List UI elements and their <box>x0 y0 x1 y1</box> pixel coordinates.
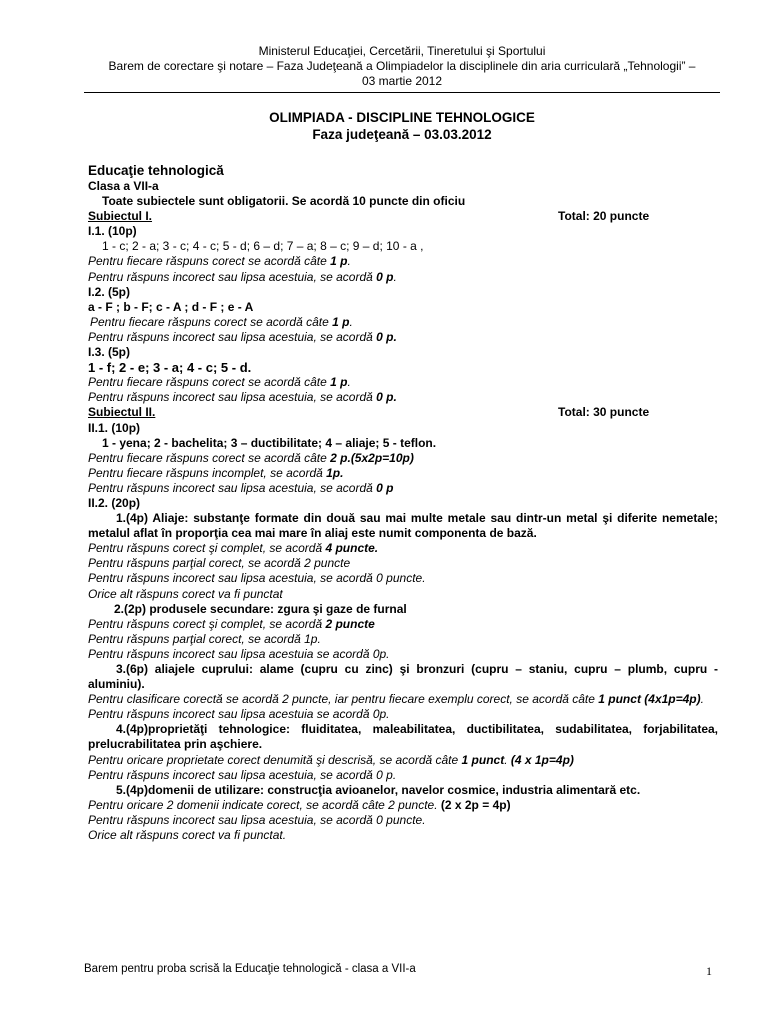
page-footer: Barem pentru proba scrisă la Educaţie tehnologică - clasa a VII-a <box>84 963 416 975</box>
subject-2-header <box>88 405 718 420</box>
item-ii2-q5-answer: 5.(4p)domenii de utilizare: construcţia avioanelor, navelor cosmice, industria alimentară etc. <box>116 782 641 797</box>
section-title: Educaţie tehnologică <box>88 163 224 178</box>
item-ii2-q3-note-scoring: Pentru clasificare corectă se acordă 2 puncte, iar pentru fiecare exemplu corect, se acordă câte 1 punct (4x1p=4p). <box>88 692 704 707</box>
document-subtitle: Faza judeţeană – 03.03.2012 <box>312 127 492 142</box>
item-ii2-q5-note-scoring: Pentru oricare 2 domenii indicate corect, se acordă câte 2 puncte. (2 x 2p = 4p) <box>88 797 511 812</box>
header-ministry: Ministerul Educaţiei, Cercetării, Tineretului şi Sportului <box>258 44 546 58</box>
item-ii2-label: II.2. (20p) <box>88 495 141 510</box>
item-ii2-q2-note-complete: Pentru răspuns corect şi complet, se acordă 2 puncte <box>88 616 375 631</box>
intro-text: Toate subiectele sunt obligatorii. Se acordă 10 puncte din oficiu <box>102 194 466 209</box>
item-i2-answers: a - F ; b - F; c - A ; d - F ; e - A <box>88 299 254 314</box>
item-i1-note-incorrect: Pentru răspuns incorect sau lipsa acestuia, se acordă 0 p. <box>88 269 397 284</box>
subject-1-total: Total: 20 puncte <box>558 209 650 224</box>
subject-2-title: Subiectul II. <box>88 405 156 420</box>
item-ii2-q4-note-incorrect: Pentru răspuns incorect sau lipsa acestuia, se acordă 0 p. <box>88 767 397 782</box>
item-ii2-q2-answer: 2.(2p) produsele secundare: zgura şi gaze de furnal <box>114 601 407 616</box>
page-number: 1 <box>706 964 712 978</box>
item-ii2-q1-note-partial: Pentru răspuns parţial corect, se acordă 2 puncte <box>88 556 351 571</box>
item-ii2-q4-note-scoring: Pentru oricare proprietate corect denumită şi descrisă, se acordă câte 1 punct. (4 x 1p=4p) <box>88 752 574 767</box>
item-ii2-q1-note-complete: Pentru răspuns corect şi complet, se acordă 4 puncte. <box>88 541 379 556</box>
item-ii1-note-correct: Pentru fiecare răspuns corect se acordă câte 2 p.(5x2p=10p) <box>88 450 414 465</box>
subject-2-total: Total: 30 puncte <box>558 405 650 420</box>
header-date: 03 martie 2012 <box>361 74 443 88</box>
item-ii1-note-incomplete: Pentru fiecare răspuns incomplet, se acordă 1p. <box>88 465 344 480</box>
item-i3-note-incorrect: Pentru răspuns incorect sau lipsa acestuia, se acordă 0 p. <box>88 390 397 405</box>
document-title: OLIMPIADA - DISCIPLINE TEHNOLOGICE <box>269 110 535 125</box>
item-ii2-q1-note-incorrect: Pentru răspuns incorect sau lipsa acestuia, se acordă 0 puncte. <box>88 571 426 586</box>
item-ii2-q2-note-partial: Pentru răspuns parţial corect, se acordă 1p. <box>88 631 321 646</box>
item-i1-note-correct: Pentru fiecare răspuns corect se acordă câte 1 p. <box>88 254 351 269</box>
item-i3-answers: 1 - f; 2 - e; 3 - a; 4 - c; 5 - d. <box>88 360 252 376</box>
item-ii2-q5-note-other: Orice alt răspuns corect va fi punctat. <box>88 828 287 843</box>
header-barem: Barem de corectare şi notare – Faza Judeţeană a Olimpiadelor la disciplinele din aria curriculară „Tehnologii” – <box>108 59 696 73</box>
item-ii2-q4-answer: 4.(4p)proprietăţi tehnologice: fluiditatea, maleabilitatea, ductibilitatea, sudabilitatea, forjabilitatea, prelucrabilitatea prin aşchiere. <box>88 722 718 752</box>
item-i2-note-correct: Pentru fiecare răspuns corect se acordă câte 1 p. <box>90 314 353 329</box>
item-ii1-answers: 1 - yena; 2 - bachelita; 3 – ductibilitate; 4 – aliaje; 5 - teflon. <box>102 435 437 450</box>
class-label: Clasa a VII-a <box>88 179 159 193</box>
item-i2-note-incorrect: Pentru răspuns incorect sau lipsa acestuia, se acordă 0 p. <box>88 329 397 344</box>
item-ii2-q1-note-other: Orice alt răspuns corect va fi punctat <box>88 586 283 601</box>
item-ii2-q5-note-incorrect: Pentru răspuns incorect sau lipsa acestuia, se acordă 0 puncte. <box>88 812 426 827</box>
barem-body <box>88 162 718 843</box>
subject-1-title: Subiectul I. <box>88 209 153 224</box>
item-ii2-q3-note-incorrect: Pentru răspuns incorect sau lipsa acestuia se acordă 0p. <box>88 707 390 722</box>
subject-1-header <box>88 209 718 224</box>
item-i2-label: I.2. (5p) <box>88 284 131 299</box>
header-divider <box>84 92 720 93</box>
item-i3-label: I.3. (5p) <box>88 345 131 360</box>
item-ii2-q1-answer: 1.(4p) Aliaje: substanţe formate din două sau mai multe metale sau dintr-un metal şi diferite nemetale; metalul aflat în proporţia cea mai mare în aliaj este numit componenta de bază. <box>88 511 718 541</box>
item-ii1-label: II.1. (10p) <box>88 420 141 435</box>
item-i3-note-correct: Pentru fiecare răspuns corect se acordă câte 1 p. <box>88 375 351 390</box>
item-ii1-note-incorrect: Pentru răspuns incorect sau lipsa acestuia, se acordă 0 p <box>88 480 394 495</box>
item-i1-label: I.1. (10p) <box>88 224 137 239</box>
item-ii2-q2-note-incorrect: Pentru răspuns incorect sau lipsa acestuia se acordă 0p. <box>88 646 390 661</box>
item-i1-answers: 1 - c; 2 - a; 3 - c; 4 - c; 5 - d; 6 – d; 7 – a; 8 – c; 9 – d; 10 - a , <box>102 239 424 254</box>
item-ii2-q3-answer: 3.(6p) aliajele cuprului: alame (cupru cu zinc) şi bronzuri (cupru – staniu, cupru – plumb, cupru - aluminiu). <box>88 662 718 692</box>
